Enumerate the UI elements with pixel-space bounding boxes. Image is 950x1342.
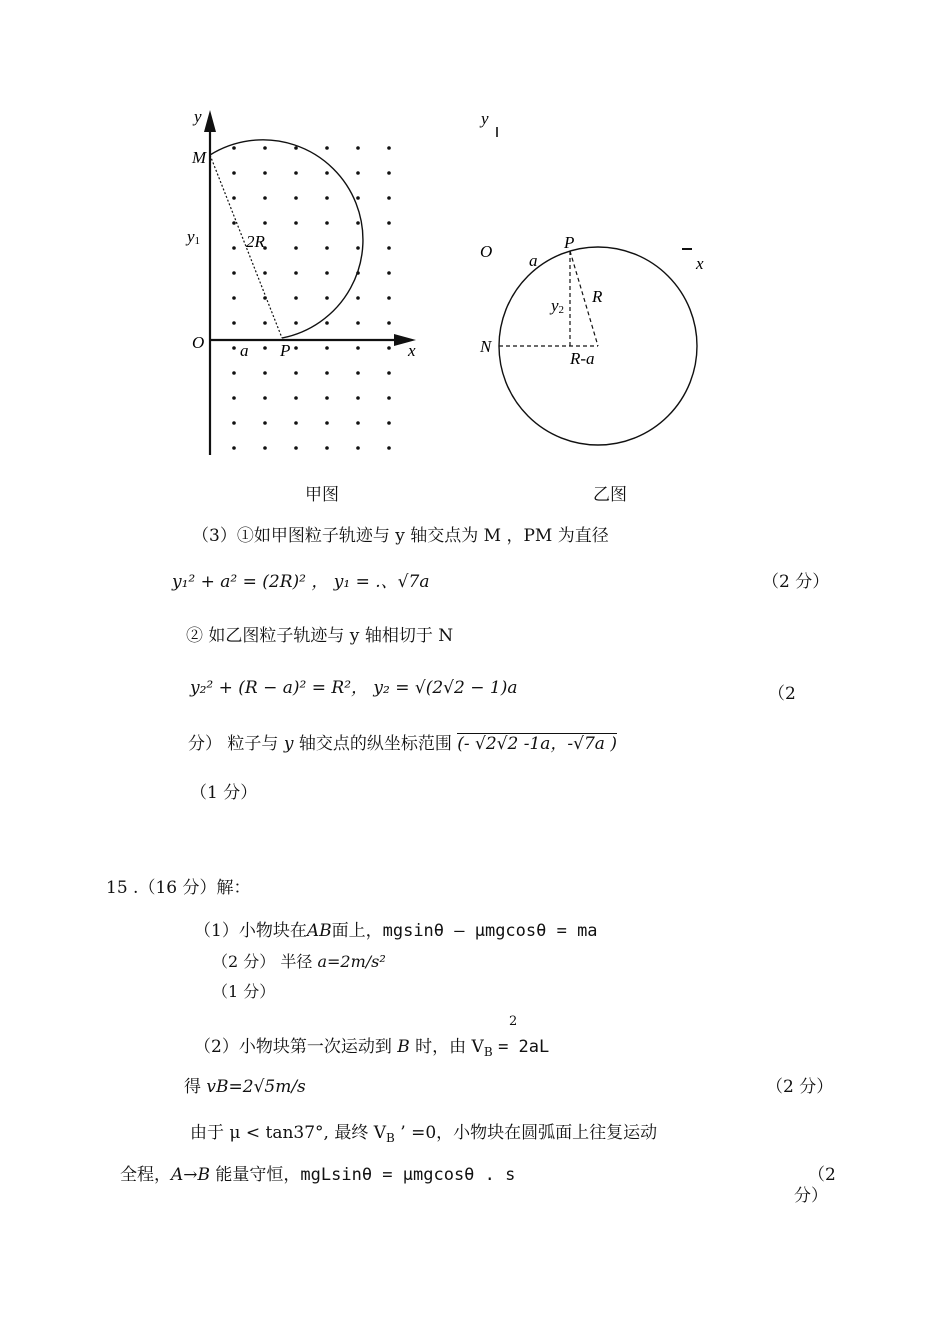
field-dot (232, 221, 236, 225)
q15-p2-score: （2 分） (766, 1077, 834, 1097)
part3-eq1: y₁² + a² = (2R)² ， y₁ = .、√7a (172, 572, 430, 592)
field-dot (232, 321, 236, 325)
part3-line2: ② 如乙图粒子轨迹与 y 轴相切于 N (186, 626, 454, 646)
q15-p2 (194, 1032, 549, 1059)
q15-p4-rest: 能量守恒，mgLsinθ = μmgcosθ . s (215, 1165, 516, 1185)
field-dot (387, 196, 391, 200)
field-dot (387, 371, 391, 375)
field-dot (294, 396, 298, 400)
figure-yi (470, 100, 720, 460)
label-y1: y1 (187, 227, 201, 247)
field-dot (325, 146, 329, 150)
field-dot (263, 421, 267, 425)
label-N: N (480, 337, 492, 356)
label-P: P (280, 341, 291, 360)
field-dot (232, 196, 236, 200)
field-dot (325, 421, 329, 425)
field-dot (387, 446, 391, 450)
field-dot (294, 221, 298, 225)
field-dot (263, 271, 267, 275)
q15-p4-score-a: （2 (808, 1165, 836, 1185)
field-dot (325, 171, 329, 175)
part3-score1: （2 分） (762, 572, 830, 592)
label-M: M (192, 148, 207, 167)
field-dot (232, 396, 236, 400)
field-dot (232, 346, 236, 350)
q15-p3-rest: ’ =0，小物块在圆弧面上往复运动 (400, 1123, 658, 1143)
field-dot (356, 146, 360, 150)
q15-p1-AB: AB (306, 921, 332, 941)
q15-p2-result-prefix: 得 (184, 1077, 201, 1097)
label-R: R (592, 287, 603, 306)
label-y2: y2 (551, 296, 565, 316)
y-axis-arrow (204, 110, 216, 132)
field-dot (387, 146, 391, 150)
part3-line3 (188, 729, 617, 754)
field-dot (232, 146, 236, 150)
field-dot (356, 221, 360, 225)
field-dot (356, 396, 360, 400)
part3-score3: （1 分） (190, 783, 258, 803)
field-dot (294, 296, 298, 300)
part3-range: (- √2√2 -1a，-√7a ) (457, 734, 617, 754)
q15-p4-AB: A→B (171, 1165, 211, 1185)
field-dot (356, 346, 360, 350)
field-dot (263, 371, 267, 375)
q15-p2-result (184, 1072, 306, 1097)
field-dot (325, 371, 329, 375)
part3-line1: （3）①如甲图粒子轨迹与 y 轴交点为 M ，PM 为直径 (192, 526, 609, 546)
field-dot (387, 321, 391, 325)
field-dot (294, 146, 298, 150)
field-dot (325, 196, 329, 200)
field-dot (263, 446, 267, 450)
label-2R: 2R (246, 232, 265, 251)
q15-p3 (190, 1118, 657, 1145)
field-dot (325, 221, 329, 225)
q15-p4 (120, 1160, 515, 1185)
field-dot (387, 171, 391, 175)
label-a: a (529, 251, 538, 270)
field-dot (232, 171, 236, 175)
q15-p2-sub: B (483, 1045, 493, 1059)
field-dot (294, 421, 298, 425)
q15-p1 (194, 916, 598, 941)
label-a: a (240, 341, 249, 360)
field-dot (294, 171, 298, 175)
label-R-minus-a: R-a (570, 349, 595, 368)
field-dot (294, 271, 298, 275)
caption-jia: 甲图 (305, 485, 339, 505)
field-dot (387, 246, 391, 250)
field-dot (325, 346, 329, 350)
field-dot (232, 446, 236, 450)
q15-p1-accel: a=2m/s² (317, 952, 386, 971)
field-dot (294, 346, 298, 350)
q15-p1-eq: 面上，mgsinθ — μmgcosθ = ma (331, 921, 598, 941)
field-dot (263, 346, 267, 350)
part3-line3-prefix: 分） 粒子与 (188, 734, 279, 754)
caption-yi: 乙图 (593, 485, 627, 505)
label-y: y (194, 107, 202, 126)
field-dot (325, 246, 329, 250)
q15-p4-score-b: 分） (794, 1186, 828, 1206)
field-dot (263, 396, 267, 400)
field-dot (325, 396, 329, 400)
field-dot (356, 296, 360, 300)
field-dot (387, 296, 391, 300)
particle-trajectory-arc (210, 140, 363, 338)
q15-p3-sub: B (386, 1131, 395, 1145)
part3-line3-rest: 轴交点的纵坐标范围 (298, 734, 452, 754)
q15-p2-rest: 时，由 V (415, 1037, 484, 1057)
field-dot (232, 246, 236, 250)
q15-p2-text: （2）小物块第一次运动到 (194, 1037, 392, 1057)
field-dot (387, 421, 391, 425)
label-x: x (408, 341, 416, 360)
q15-p2-B: B (397, 1037, 410, 1057)
part3-score2: （2 (768, 684, 796, 704)
label-O: O (480, 242, 493, 261)
field-dot (263, 321, 267, 325)
label-y: y (481, 109, 489, 128)
field-dot (232, 371, 236, 375)
field-dot (325, 446, 329, 450)
q15-p4-text: 全程， (120, 1165, 171, 1185)
field-dot (232, 271, 236, 275)
field-dot (294, 371, 298, 375)
field-dot (263, 146, 267, 150)
field-dot (387, 221, 391, 225)
field-dot (232, 421, 236, 425)
q15-p1-score: （2 分） 半径 (212, 952, 313, 971)
q15-p2-sup: 2 (509, 1014, 518, 1029)
q15-header: 15 .（16 分）解： (106, 878, 251, 898)
q15-p2-eq: = 2aL (498, 1037, 550, 1057)
field-dot (356, 196, 360, 200)
part3-eq2: y₂² + (R − a)² = R²， y₂ = √(2√2 − 1)a (190, 678, 518, 698)
q15-p3-text: 由于 μ < tan37°, 最终 V (190, 1123, 387, 1143)
field-dot (294, 196, 298, 200)
label-x: x (696, 254, 704, 273)
field-dot (387, 346, 391, 350)
field-dot (356, 321, 360, 325)
field-dot (294, 446, 298, 450)
q15-p1-line2 (212, 949, 386, 972)
field-dot (294, 246, 298, 250)
field-dot (325, 271, 329, 275)
field-dot (387, 271, 391, 275)
label-O: O (192, 333, 205, 352)
field-dot (263, 196, 267, 200)
field-dot (294, 321, 298, 325)
field-dot (356, 371, 360, 375)
q15-p1-score2: （1 分） (212, 982, 276, 1001)
field-dot (263, 221, 267, 225)
field-dot (356, 421, 360, 425)
field-dot (325, 296, 329, 300)
magnetic-field-dots (232, 146, 391, 450)
field-dot (356, 171, 360, 175)
label-P: P (564, 233, 575, 252)
q15-p1-text: （1）小物块在 (194, 921, 307, 941)
figure-jia (170, 100, 430, 470)
part3-line3-y: y (283, 734, 294, 754)
field-dot (232, 296, 236, 300)
field-dot (356, 246, 360, 250)
field-dot (387, 396, 391, 400)
q15-p2-result-value: vB=2√5m/s (206, 1077, 306, 1097)
field-dot (325, 321, 329, 325)
field-dot (263, 171, 267, 175)
field-dot (356, 446, 360, 450)
